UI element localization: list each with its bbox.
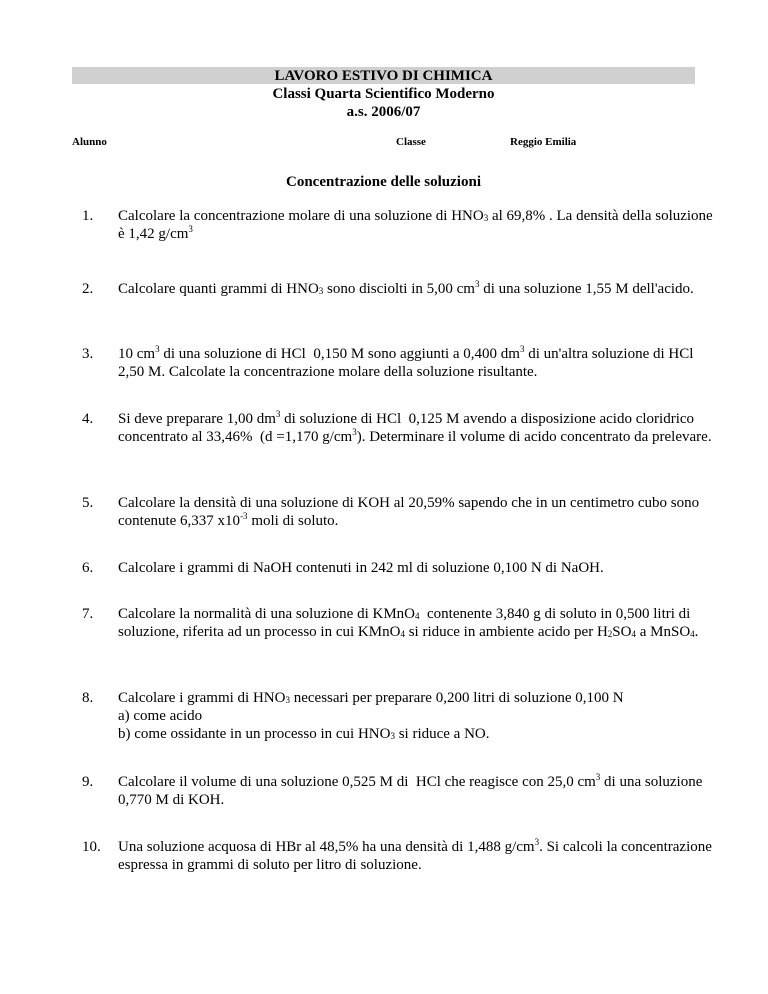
question-number: 9. xyxy=(82,774,94,790)
question-text: Calcolare il volume di una soluzione 0,525 M di HCl che reagisce con 25,0 $cm^3$ di una soluzione 0,770 M di KOH. xyxy=(118,772,703,808)
question-item xyxy=(82,773,722,809)
question-item xyxy=(82,605,722,641)
section-title: Concentrazione delle soluzioni xyxy=(286,174,481,190)
question-text: Calcolare la densità di una soluzione di KOH al 20,59% sapendo che in un centimetro cubo sono contenute 6,337 $x10^{-3}$ moli di soluto. xyxy=(118,495,700,529)
city-label: Reggio Emilia xyxy=(510,136,577,148)
question-number: 7. xyxy=(82,606,94,622)
question-item xyxy=(82,689,722,743)
question-text: Calcolare la normalità di una soluzione di KMnO$_4$ contenente 3,840 g di soluto in 0,500 litri di soluzione, riferita ad un processo in cui KMnO$_4$ si riduce in ambiente acido per $H_2SO_4$ a MnSO$_4$. xyxy=(118,606,699,640)
school-year: a.s. 2006/07 xyxy=(346,104,421,120)
question-text: Una soluzione acquosa di HBr al 48,5% ha una densità di 1,488 $g/cm^3$. Si calcoli la concentrazione espressa in grammi di soluto per litro di soluzione. xyxy=(118,837,712,873)
student-label: Alunno xyxy=(72,136,107,148)
question-text: Calcolare i grammi di NaOH contenuti in 242 ml di soluzione 0,100 N di NaOH. xyxy=(118,560,604,576)
document-subtitle: Classi Quarta Scientifico Moderno xyxy=(272,86,495,102)
question-number: 8. xyxy=(82,690,94,706)
question-text: Calcolare quanti grammi di $HNO_3$ sono disciolti in 5,00 $cm^3$ di una soluzione 1,55 M dell'acido. xyxy=(118,279,694,297)
question-text: Si deve preparare 1,00 $dm^3$ di soluzione di HCl 0,125 M avendo a disposizione acido cloridrico concentrato al 33,46% (d =1,170 $g/cm^3$). Determinare il volume di acido concentrato da prelevare. xyxy=(118,409,712,445)
question-number: 5. xyxy=(82,495,94,511)
question-item xyxy=(82,280,722,298)
question-text: Calcolare la concentrazione molare di una soluzione di $HNO_3$ al 69,8% . La densità della soluzione è 1,42 $g/cm^3$ xyxy=(118,208,713,242)
question-item xyxy=(82,410,722,446)
question-item xyxy=(82,494,722,530)
question-number: 4. xyxy=(82,411,94,427)
question-item xyxy=(82,559,722,577)
question-item xyxy=(82,207,722,243)
question-number: 10. xyxy=(82,839,101,855)
question-text: Calcolare i grammi di $HNO_3$ necessari per preparare 0,200 litri di soluzione 0,100 N a) come acido b) come ossidante in un processo in cui $HNO_3$ si riduce a NO. xyxy=(118,690,624,742)
question-text: 10 $cm^3$ di una soluzione di HCl 0,150 M sono aggiunti a 0,400 $dm^3$ di un'altra soluzione di HCl 2,50 M. Calcolate la concentrazione molare della soluzione risultante. xyxy=(118,344,698,380)
document-title: LAVORO ESTIVO DI CHIMICA xyxy=(274,68,493,84)
class-label: Classe xyxy=(396,136,426,148)
question-item xyxy=(82,838,722,874)
question-number: 3. xyxy=(82,346,94,362)
question-number: 6. xyxy=(82,560,94,576)
question-number: 2. xyxy=(82,281,94,297)
question-item xyxy=(82,345,722,381)
question-number: 1. xyxy=(82,208,94,224)
